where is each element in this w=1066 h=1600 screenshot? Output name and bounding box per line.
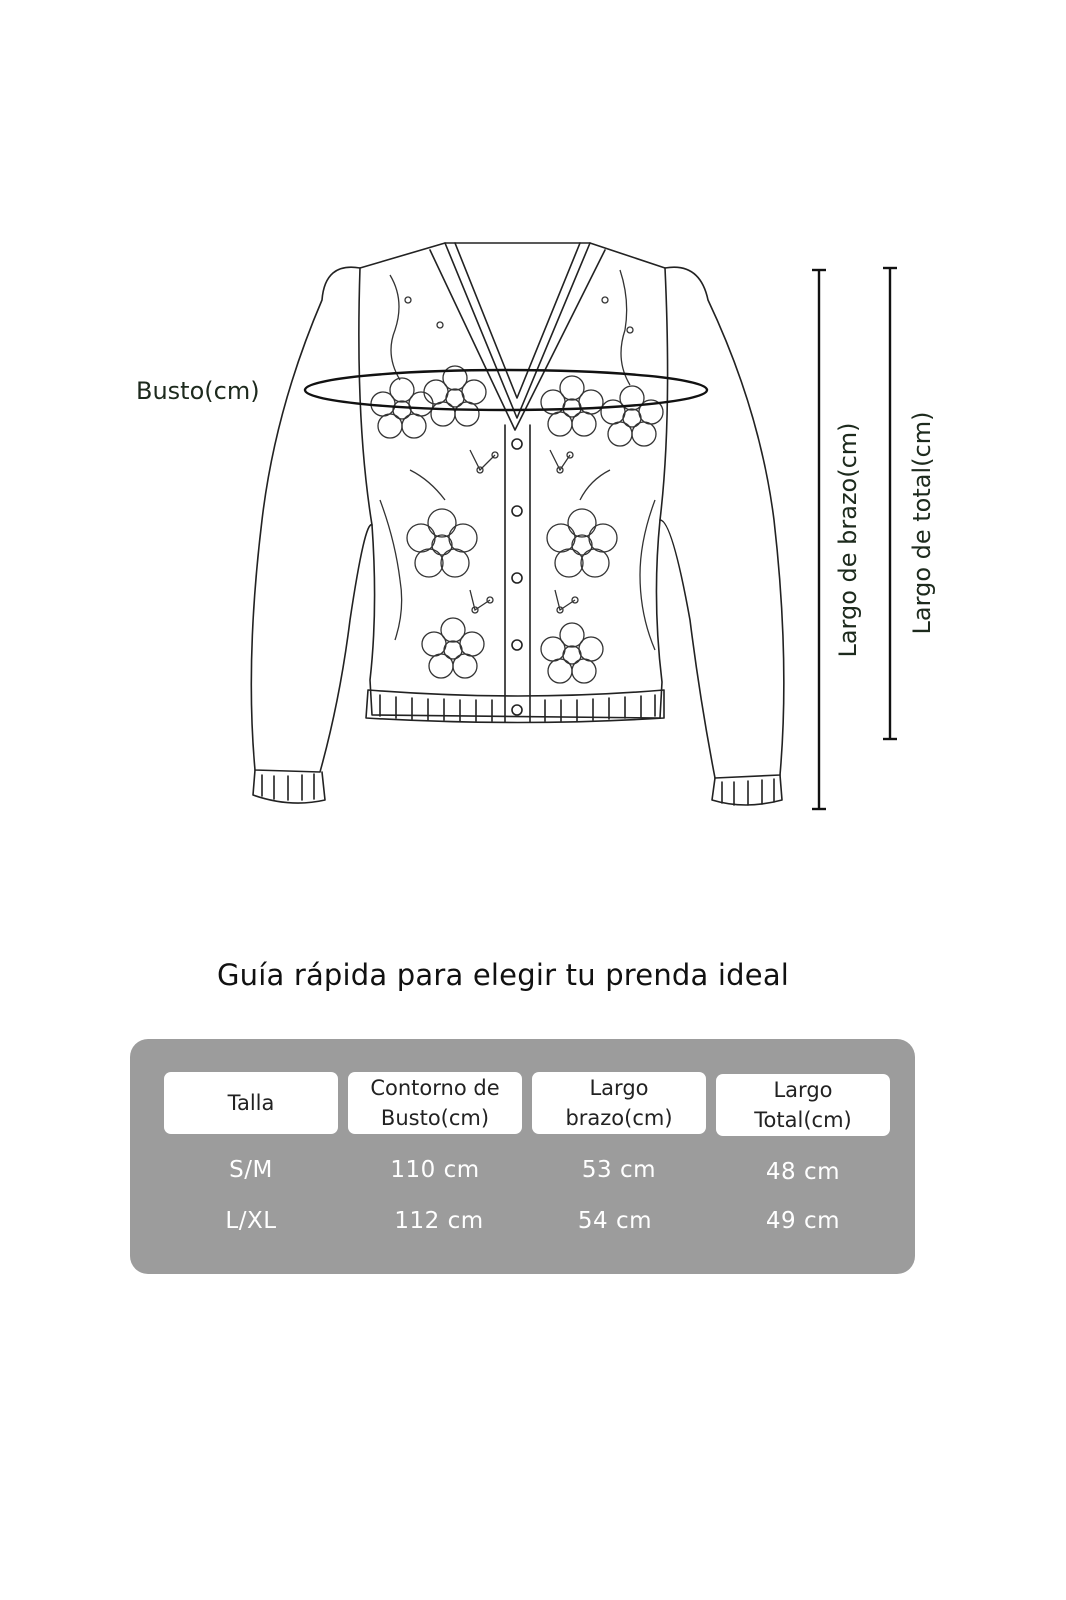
total-length-label: Largo de total(cm) [908, 411, 936, 635]
flower-motif [547, 509, 617, 577]
size-table [130, 1039, 915, 1274]
table-row-lxl-size: L/XL [225, 1208, 277, 1234]
button [512, 640, 522, 650]
button [512, 573, 522, 583]
flower-motif [541, 623, 603, 683]
table-row-lxl-total: 49 cm [765, 1208, 841, 1234]
table-row-lxl-bust: 112 cm [394, 1208, 484, 1234]
button [512, 506, 522, 516]
header-total: Largo Total(cm) [716, 1074, 890, 1136]
floral-embroidery [371, 270, 663, 683]
flower-motif [541, 376, 603, 436]
header-sleeve: Largo brazo(cm) [532, 1072, 706, 1134]
bust-label: Busto(cm) [136, 377, 260, 405]
table-row-sm-sleeve: 53 cm [581, 1157, 657, 1183]
table-row-lxl-sleeve: 54 cm [577, 1208, 653, 1234]
flower-motif [407, 509, 477, 577]
header-bust: Contorno de Busto(cm) [348, 1072, 522, 1134]
flower-motif [601, 386, 663, 446]
sleeve-length-label: Largo de brazo(cm) [834, 422, 862, 658]
flower-motif [424, 366, 486, 426]
button [512, 439, 522, 449]
table-row-sm-size: S/M [229, 1157, 273, 1183]
guide-title: Guía rápida para elegir tu prenda ideal [216, 958, 790, 992]
table-row-sm-bust: 110 cm [390, 1157, 480, 1183]
button [512, 705, 522, 715]
flower-motif [422, 618, 484, 678]
header-size: Talla [164, 1072, 338, 1134]
table-row-sm-total: 48 cm [765, 1159, 841, 1185]
right-sleeve [660, 267, 784, 778]
left-sleeve [251, 267, 372, 772]
